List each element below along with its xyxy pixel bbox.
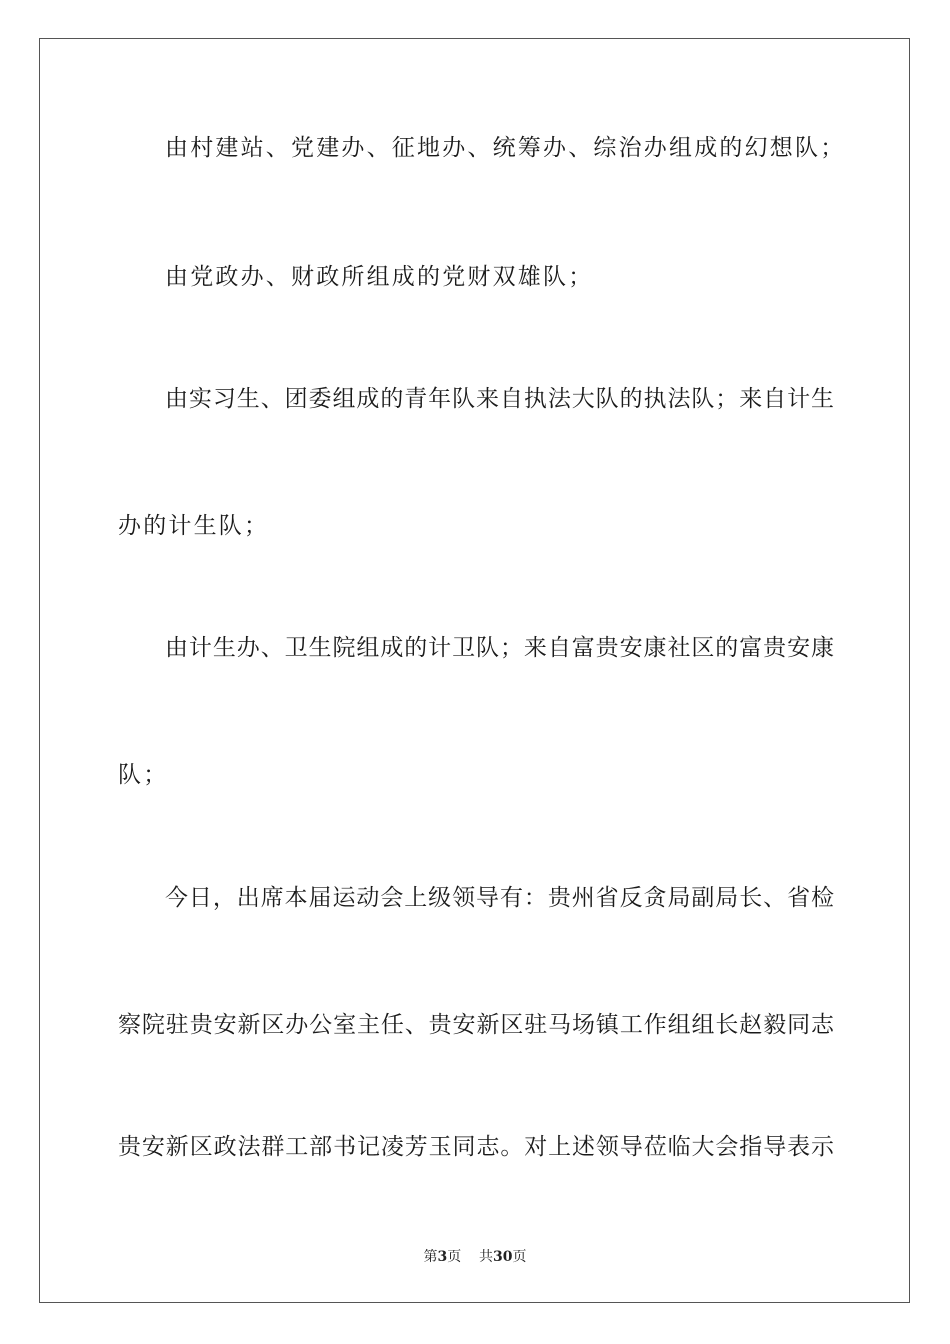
paragraph-line: 由实习生、团委组成的青年队来自执法大队的执法队；来自计生 <box>165 386 834 412</box>
total-suffix: 页 <box>512 1249 527 1265</box>
page-border <box>39 38 910 1303</box>
page-footer <box>0 1248 950 1266</box>
page-number: 3 <box>437 1249 448 1265</box>
paragraph-line: 察院驻贵安新区办公室主任、贵安新区驻马场镇工作组组长赵毅同志 <box>118 1012 834 1038</box>
paragraph-line: 由计生办、卫生院组成的计卫队；来自富贵安康社区的富贵安康 <box>165 635 834 661</box>
paragraph-line: 由党政办、财政所组成的党财双雄队； <box>165 264 594 290</box>
paragraph-line: 贵安新区政法群工部书记凌芳玉同志。对上述领导莅临大会指导表示 <box>118 1134 834 1160</box>
paragraph-line: 办的计生队； <box>118 513 270 539</box>
paragraph-line: 由村建站、党建办、征地办、统筹办、综治办组成的幻想队； <box>165 135 846 161</box>
page-suffix: 页 <box>447 1249 462 1265</box>
page-prefix: 第 <box>423 1249 438 1265</box>
paragraph-line: 今日，出席本届运动会上级领导有：贵州省反贪局副局长、省检 <box>165 885 834 911</box>
total-prefix: 共 <box>479 1249 494 1265</box>
paragraph-line: 队； <box>118 762 169 788</box>
total-pages: 30 <box>493 1249 513 1265</box>
